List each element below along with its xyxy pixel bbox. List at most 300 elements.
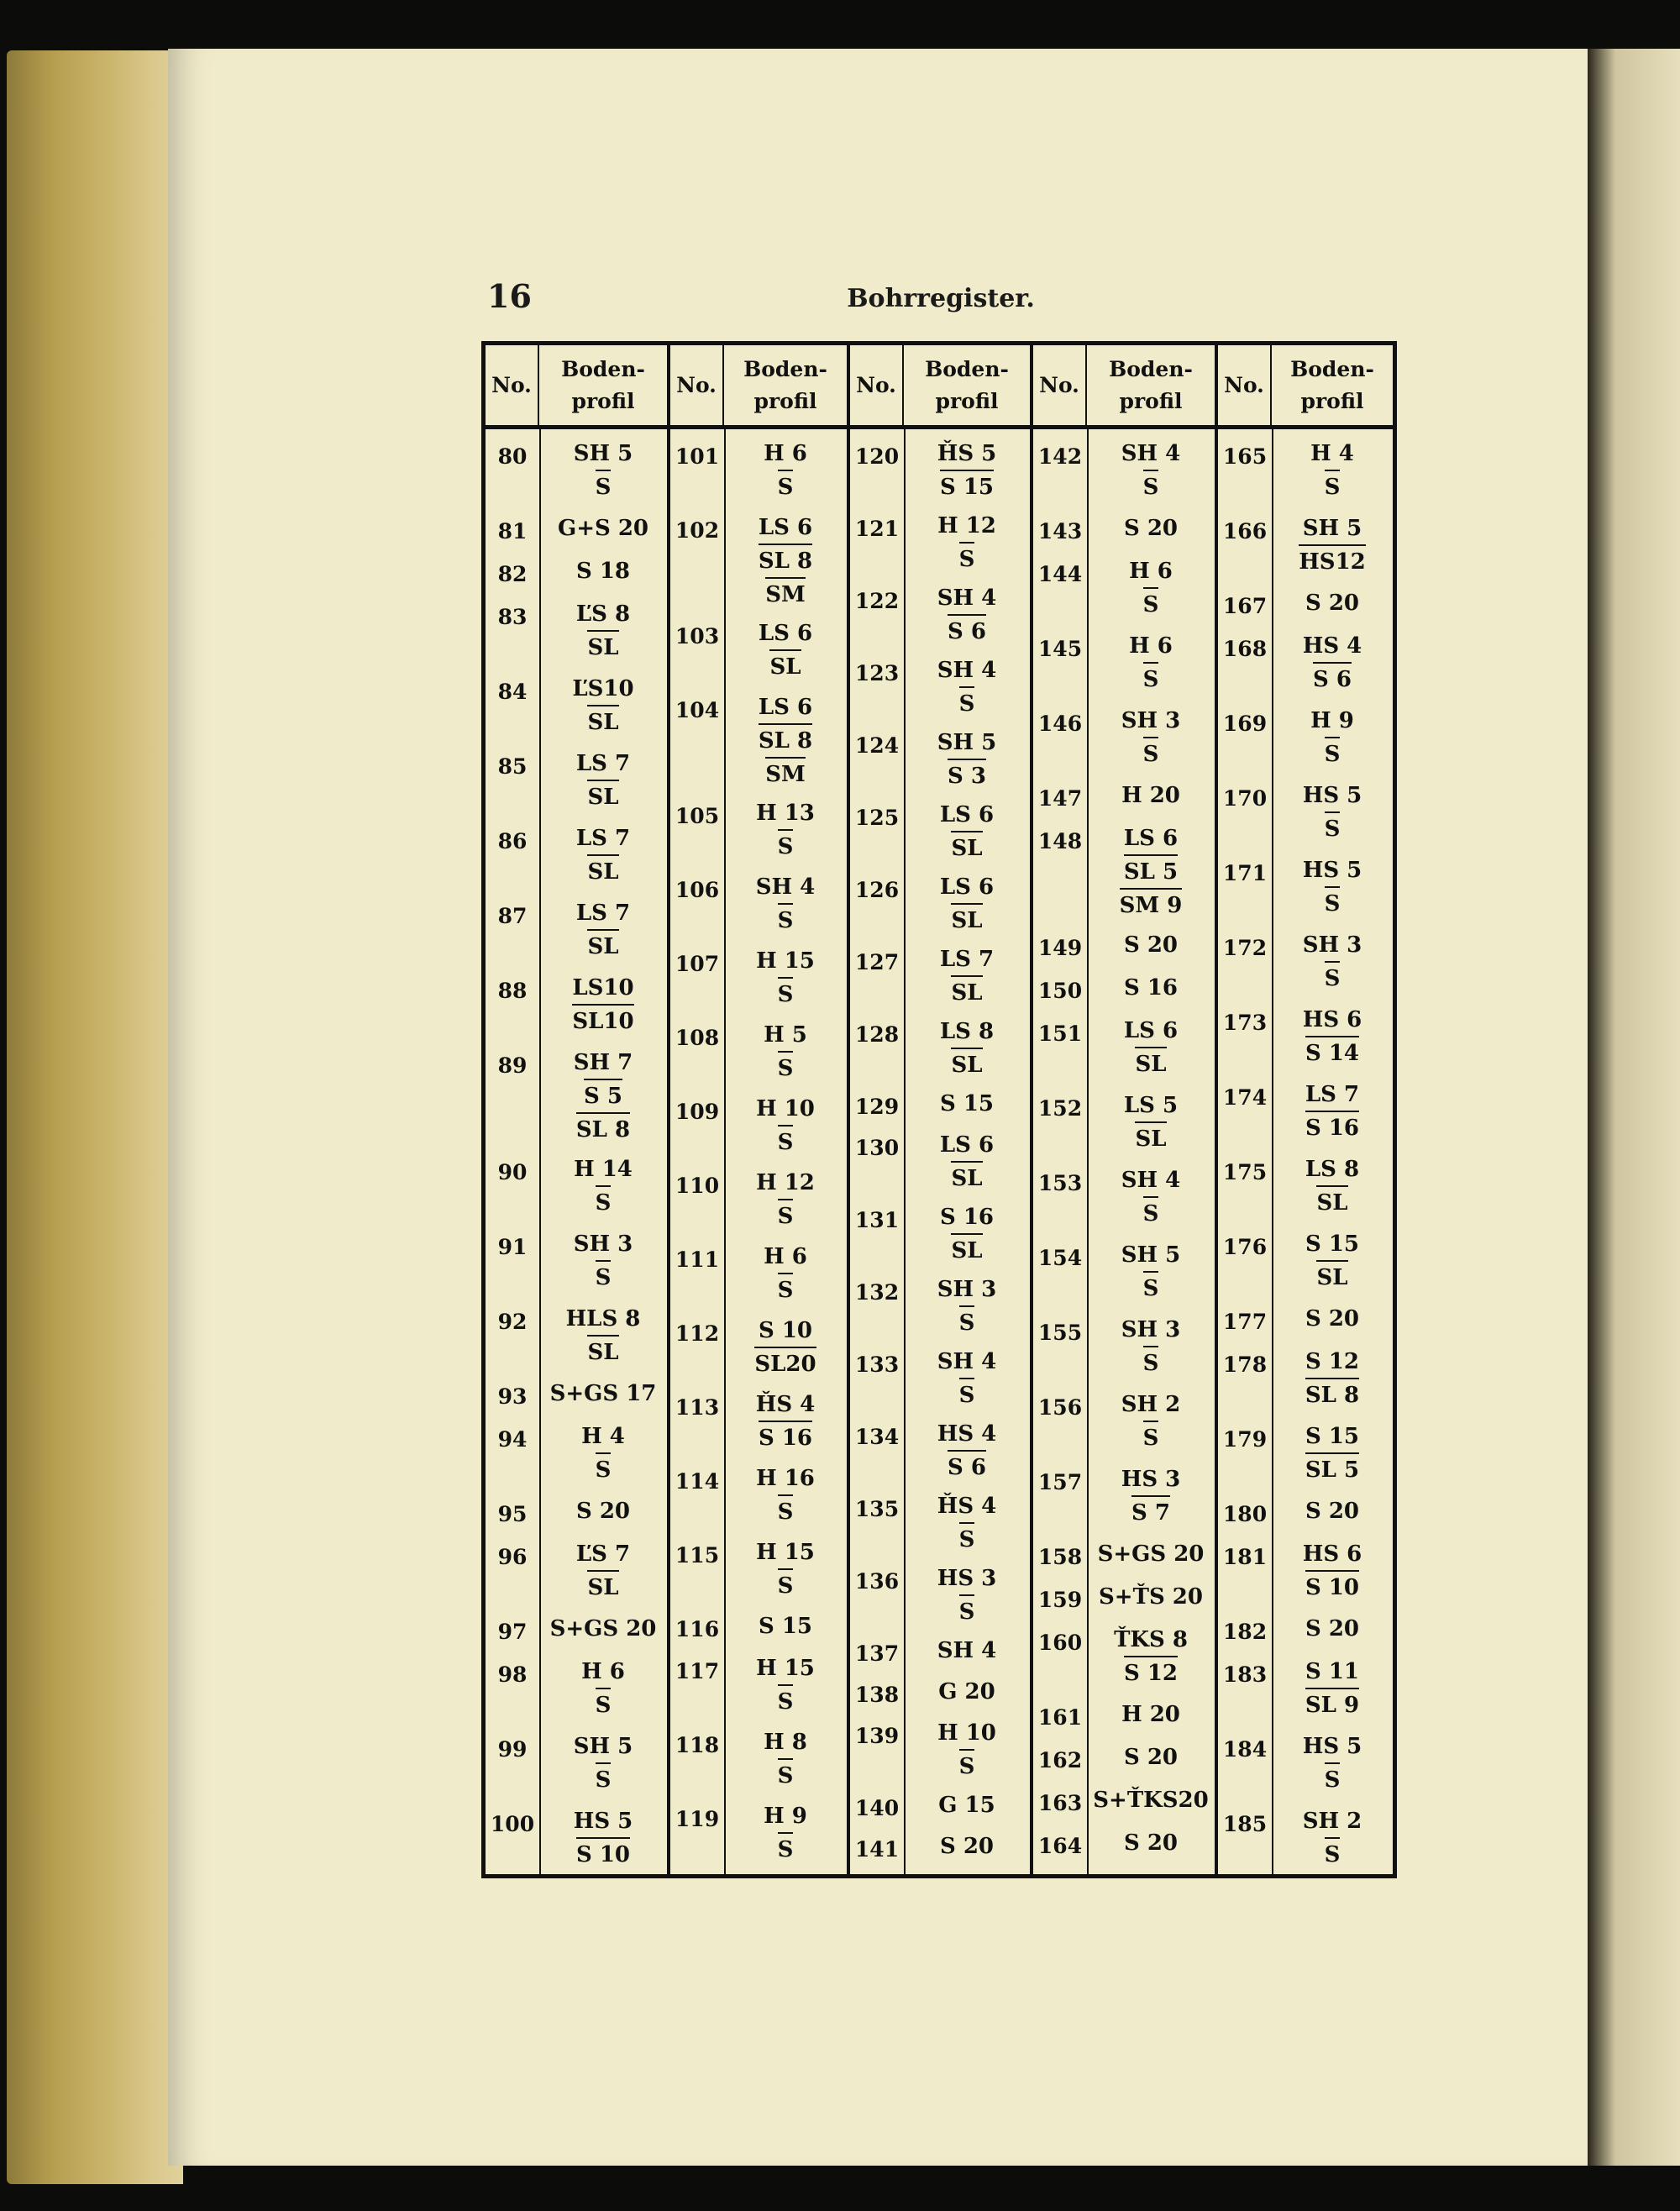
soil-layer: SL xyxy=(769,649,801,683)
soil-profile xyxy=(724,1652,847,1718)
register-entry xyxy=(850,1410,1030,1482)
soil-layer: LS 6 xyxy=(758,621,813,646)
register-entry xyxy=(486,814,667,889)
entry-number: 100 xyxy=(490,1812,535,1836)
soil-profile xyxy=(1087,1164,1215,1231)
soil-layer: SH 2 xyxy=(1302,1809,1362,1834)
register-entry xyxy=(1218,995,1393,1070)
soil-profile xyxy=(904,1635,1030,1667)
soil-layer: HS 4 xyxy=(1302,633,1362,659)
soil-layer: SL xyxy=(951,975,982,1009)
soil-profile xyxy=(1087,555,1215,622)
column-body xyxy=(486,429,667,1874)
entry-number: 143 xyxy=(1037,519,1083,544)
soil-profile xyxy=(904,1418,1030,1482)
entry-number: 86 xyxy=(497,829,528,853)
entry-number: 150 xyxy=(1037,979,1083,1003)
soil-layer: SL xyxy=(587,780,618,813)
entry-number: 147 xyxy=(1037,786,1083,811)
soil-layer: SL xyxy=(587,929,618,963)
register-entry xyxy=(850,935,1030,1007)
soil-layer: HS 5 xyxy=(573,1809,633,1834)
entry-number: 105 xyxy=(675,804,720,828)
soil-layer: SL xyxy=(587,1570,618,1604)
register-entry xyxy=(486,1145,667,1220)
soil-layer: S 20 xyxy=(1123,932,1178,958)
soil-layer: S+GS 20 xyxy=(549,1616,657,1641)
soil-layer: S xyxy=(596,1762,612,1796)
soil-layer: SM xyxy=(765,577,806,611)
entry-number: 165 xyxy=(1222,444,1268,469)
soil-profile xyxy=(539,1421,667,1487)
soil-profile xyxy=(724,1800,847,1866)
soil-profile xyxy=(1087,1624,1215,1690)
soil-layer: SH 4 xyxy=(937,1638,997,1663)
soil-layer: H 15 xyxy=(756,948,815,974)
soil-layer: LS 7 xyxy=(575,826,631,851)
soil-layer: S xyxy=(596,1185,612,1219)
entry-number: 173 xyxy=(1222,1011,1268,1035)
soil-layer: H 20 xyxy=(1121,1702,1180,1727)
register-entry xyxy=(486,1530,667,1604)
soil-layer: LS 7 xyxy=(939,947,995,972)
register-entry xyxy=(1218,1647,1393,1722)
register-entry xyxy=(1033,1305,1215,1380)
soil-profile xyxy=(539,822,667,889)
register-entry xyxy=(1033,696,1215,771)
entry-number: 164 xyxy=(1037,1834,1083,1858)
soil-layer: SL xyxy=(951,1048,982,1081)
soil-layer: LS 8 xyxy=(939,1019,995,1044)
register-entry xyxy=(486,1487,667,1530)
register-entry xyxy=(1218,1337,1393,1412)
header-bodenprofil: Boden- profil xyxy=(743,357,827,413)
soil-layer: G 20 xyxy=(938,1679,995,1704)
soil-profile xyxy=(904,510,1030,574)
entry-number: 134 xyxy=(854,1425,900,1449)
soil-layer: SL xyxy=(1135,1121,1166,1155)
register-entry xyxy=(670,789,847,863)
header-bodenprofil: Boden- profil xyxy=(561,357,645,413)
facing-page-edge xyxy=(1588,49,1680,2166)
header-bodenprofil: Boden- profil xyxy=(925,357,1009,413)
soil-layer: H 9 xyxy=(1310,708,1354,733)
column-header xyxy=(850,345,1030,429)
soil-profile xyxy=(724,691,847,789)
soil-layer: SL 9 xyxy=(1305,1688,1359,1721)
entry-number: 156 xyxy=(1037,1395,1083,1420)
entry-number: 140 xyxy=(854,1796,900,1820)
soil-profile xyxy=(1272,512,1393,579)
entry-number: 95 xyxy=(497,1502,528,1526)
soil-layer: S 12 xyxy=(1124,1656,1178,1689)
soil-layer: ȞS 5 xyxy=(937,441,997,466)
register-entry xyxy=(1033,1819,1215,1862)
soil-profile xyxy=(904,1789,1030,1822)
register-entry xyxy=(1033,1455,1215,1530)
soil-profile xyxy=(1087,822,1215,921)
register-entry xyxy=(1033,1615,1215,1690)
entry-number: 107 xyxy=(675,952,720,976)
soil-layer: LS 6 xyxy=(1123,1018,1179,1043)
soil-profile xyxy=(1087,1827,1215,1862)
soil-profile xyxy=(1272,1421,1393,1487)
register-entry xyxy=(670,1528,847,1602)
soil-layer: S 3 xyxy=(948,759,986,792)
soil-layer: H 6 xyxy=(1129,633,1173,659)
soil-layer: ȞS 4 xyxy=(755,1392,816,1417)
soil-layer: S 20 xyxy=(575,1499,630,1524)
soil-profile xyxy=(1272,1656,1393,1722)
soil-layer: S xyxy=(1143,1196,1159,1230)
soil-profile xyxy=(904,654,1030,718)
soil-profile xyxy=(1272,929,1393,995)
soil-layer: SH 4 xyxy=(937,1349,997,1374)
register-entry xyxy=(850,1193,1030,1265)
register-entry xyxy=(1218,1530,1393,1604)
soil-layer: SH 5 xyxy=(1121,1242,1181,1268)
soil-profile xyxy=(539,1378,667,1412)
soil-layer: S 20 xyxy=(1305,1616,1359,1641)
soil-layer: S xyxy=(959,686,975,720)
register-entry xyxy=(486,889,667,964)
soil-layer: SH 3 xyxy=(1121,708,1181,733)
soil-layer: SL 5 xyxy=(1305,1452,1359,1486)
soil-profile xyxy=(539,972,667,1038)
entry-number: 142 xyxy=(1037,444,1083,469)
entry-number: 177 xyxy=(1222,1310,1268,1334)
entry-number: 82 xyxy=(497,562,528,586)
register-entry xyxy=(670,683,847,789)
soil-profile xyxy=(724,945,847,1011)
soil-layer: S xyxy=(1325,811,1341,845)
soil-layer: HS 3 xyxy=(1121,1467,1181,1492)
soil-layer: HS 6 xyxy=(1302,1541,1362,1567)
register-entry xyxy=(1033,1156,1215,1231)
register-entry xyxy=(850,1781,1030,1822)
register-entry xyxy=(670,503,847,609)
soil-profile xyxy=(539,1730,667,1797)
register-entry xyxy=(850,718,1030,790)
soil-layer: S xyxy=(1143,1271,1159,1305)
soil-layer: H 13 xyxy=(756,801,815,826)
soil-layer: LS10 xyxy=(572,975,634,1000)
register-entry xyxy=(670,429,847,503)
soil-layer: LS 7 xyxy=(575,901,631,926)
soil-layer: G 15 xyxy=(938,1793,995,1818)
register-entry xyxy=(670,1084,847,1158)
soil-layer: S xyxy=(1143,470,1159,503)
register-entry xyxy=(850,429,1030,502)
soil-profile xyxy=(1087,705,1215,771)
soil-layer: S xyxy=(778,1494,794,1528)
soil-layer: S xyxy=(959,1305,975,1339)
soil-layer: S 20 xyxy=(1123,516,1178,541)
soil-profile xyxy=(1272,630,1393,696)
soil-layer: S 6 xyxy=(948,1450,986,1484)
register-entry xyxy=(1218,1220,1393,1295)
register-entry xyxy=(486,1295,667,1369)
column-divider xyxy=(724,429,726,1874)
soil-layer: S xyxy=(778,1051,794,1084)
soil-layer: SM 9 xyxy=(1120,888,1183,922)
soil-layer: G+S 20 xyxy=(558,516,648,541)
soil-layer: SH 5 xyxy=(1302,516,1362,541)
bohrregister-table xyxy=(481,341,1397,1878)
register-entry xyxy=(850,502,1030,574)
soil-layer: S xyxy=(1325,886,1341,920)
soil-profile xyxy=(1087,438,1215,504)
entry-number: 117 xyxy=(675,1659,720,1683)
soil-layer: S xyxy=(1325,1762,1341,1796)
soil-layer: H 14 xyxy=(574,1157,633,1182)
soil-profile xyxy=(539,1047,667,1145)
soil-profile xyxy=(1272,1538,1393,1604)
column-body xyxy=(670,429,847,1874)
register-entry xyxy=(1033,1776,1215,1819)
register-entry xyxy=(670,1306,847,1380)
entry-number: 103 xyxy=(675,624,720,649)
soil-layer: SH 3 xyxy=(573,1232,633,1257)
entry-number: 161 xyxy=(1037,1705,1083,1730)
soil-layer: SH 4 xyxy=(937,658,997,683)
entry-number: 101 xyxy=(675,444,720,469)
entry-number: 84 xyxy=(497,680,528,704)
entry-number: 159 xyxy=(1037,1588,1083,1612)
entry-number: 121 xyxy=(854,517,900,541)
soil-layer: HS 6 xyxy=(1302,1007,1362,1032)
soil-profile xyxy=(539,1805,667,1872)
soil-layer: S+ŤS 20 xyxy=(1099,1584,1203,1610)
register-entry xyxy=(486,547,667,590)
register-entry xyxy=(486,1604,667,1647)
soil-profile xyxy=(724,512,847,609)
soil-profile xyxy=(724,1241,847,1306)
entry-number: 131 xyxy=(854,1208,900,1232)
entry-number: 138 xyxy=(854,1683,900,1707)
soil-layer: LS 6 xyxy=(939,874,995,900)
register-entry xyxy=(850,1482,1030,1554)
register-entry xyxy=(1218,696,1393,771)
entry-number: 118 xyxy=(675,1733,720,1757)
soil-profile xyxy=(904,943,1030,1007)
soil-layer: ĽS 7 xyxy=(575,1541,631,1567)
soil-layer: S xyxy=(778,1684,794,1718)
header-no: No. xyxy=(670,345,724,425)
register-entry xyxy=(670,1718,847,1792)
soil-layer: S+GS 17 xyxy=(549,1381,657,1406)
register-entry xyxy=(670,1644,847,1718)
entry-number: 174 xyxy=(1222,1085,1268,1110)
register-entry xyxy=(850,1337,1030,1410)
soil-layer: S 6 xyxy=(948,614,986,648)
entry-number: 116 xyxy=(675,1617,720,1641)
entry-number: 175 xyxy=(1222,1160,1268,1184)
soil-layer: S xyxy=(959,1378,975,1411)
entry-number: 123 xyxy=(854,661,900,685)
register-entry xyxy=(1033,771,1215,814)
soil-profile xyxy=(539,512,667,547)
entry-number: 128 xyxy=(854,1022,900,1047)
entry-number: 168 xyxy=(1222,637,1268,661)
soil-profile xyxy=(1087,1239,1215,1305)
entry-number: 153 xyxy=(1037,1171,1083,1195)
soil-layer: H 20 xyxy=(1121,783,1180,808)
register-entry xyxy=(1218,504,1393,579)
soil-layer: H 4 xyxy=(1310,441,1354,466)
entry-number: 160 xyxy=(1037,1631,1083,1655)
soil-profile xyxy=(1272,587,1393,622)
register-entry xyxy=(486,1220,667,1295)
register-entry xyxy=(486,1647,667,1722)
entry-number: 80 xyxy=(497,444,528,469)
soil-layer: H 6 xyxy=(764,441,807,466)
soil-layer: SH 5 xyxy=(937,730,997,755)
soil-profile xyxy=(1272,1004,1393,1070)
soil-layer: SL xyxy=(587,630,618,664)
soil-layer: S xyxy=(1143,1346,1159,1379)
soil-layer: S 15 xyxy=(939,1091,994,1116)
soil-profile xyxy=(539,673,667,739)
soil-layer: SH 3 xyxy=(1121,1317,1181,1342)
soil-profile xyxy=(539,1228,667,1295)
register-entry xyxy=(1218,1295,1393,1337)
entry-number: 148 xyxy=(1037,829,1083,853)
entry-number: 133 xyxy=(854,1352,900,1377)
column-header xyxy=(1033,345,1215,429)
column-header xyxy=(670,345,847,429)
soil-profile xyxy=(1272,1730,1393,1797)
soil-profile xyxy=(724,438,847,503)
soil-profile xyxy=(1087,972,1215,1006)
soil-profile xyxy=(724,1536,847,1602)
entry-number: 129 xyxy=(854,1095,900,1119)
soil-layer: S xyxy=(1325,961,1341,995)
register-entry xyxy=(670,1232,847,1306)
soil-layer: S 15 xyxy=(1305,1232,1359,1257)
soil-layer: S 20 xyxy=(939,1834,994,1859)
register-entry xyxy=(1033,1081,1215,1156)
soil-layer: H 6 xyxy=(764,1244,807,1269)
soil-layer: S 10 xyxy=(1305,1570,1359,1604)
entry-number: 151 xyxy=(1037,1021,1083,1046)
soil-profile xyxy=(539,1495,667,1530)
soil-layer: SL xyxy=(951,1233,982,1267)
entry-number: 88 xyxy=(497,979,528,1003)
register-column-group xyxy=(667,345,847,1874)
register-column-group xyxy=(1030,345,1215,1874)
soil-profile xyxy=(904,1016,1030,1079)
soil-profile xyxy=(539,598,667,664)
soil-profile xyxy=(724,871,847,937)
soil-layer: S 12 xyxy=(1305,1349,1359,1374)
soil-layer: LS 6 xyxy=(939,1132,995,1158)
soil-profile xyxy=(904,1274,1030,1337)
entry-number: 183 xyxy=(1222,1662,1268,1687)
entry-number: 93 xyxy=(497,1384,528,1409)
soil-layer: SL xyxy=(951,903,982,937)
soil-profile xyxy=(904,1129,1030,1193)
soil-layer: S xyxy=(1143,587,1159,621)
soil-layer: S xyxy=(778,1568,794,1602)
soil-layer: S 16 xyxy=(1123,975,1178,1000)
soil-layer: S 20 xyxy=(1305,1499,1359,1524)
soil-profile xyxy=(904,438,1030,502)
soil-layer: ŤKS 8 xyxy=(1114,1627,1188,1652)
soil-layer: SH 4 xyxy=(937,586,997,611)
soil-profile xyxy=(539,1538,667,1604)
entry-number: 113 xyxy=(675,1395,720,1420)
register-entry xyxy=(486,1369,667,1412)
entry-number: 85 xyxy=(497,754,528,779)
soil-profile xyxy=(1087,1389,1215,1455)
soil-profile xyxy=(724,1389,847,1454)
soil-layer: S 15 xyxy=(940,470,994,503)
soil-layer: SL20 xyxy=(754,1347,816,1380)
soil-layer: S xyxy=(778,1199,794,1232)
register-entry xyxy=(670,937,847,1011)
soil-layer: S xyxy=(1143,662,1159,696)
register-entry xyxy=(670,863,847,937)
soil-profile xyxy=(724,1463,847,1528)
soil-profile xyxy=(539,1303,667,1369)
entry-number: 125 xyxy=(854,806,900,830)
entry-number: 122 xyxy=(854,589,900,613)
entry-number: 81 xyxy=(497,519,528,544)
entry-number: 90 xyxy=(497,1160,528,1184)
entry-number: 180 xyxy=(1222,1502,1268,1526)
register-entry xyxy=(670,1158,847,1232)
soil-profile xyxy=(1272,780,1393,846)
entry-number: 146 xyxy=(1037,712,1083,736)
entry-number: 139 xyxy=(854,1724,900,1748)
soil-layer: S xyxy=(1325,470,1341,503)
soil-layer: LS 8 xyxy=(1305,1157,1360,1182)
soil-layer: LS 6 xyxy=(758,515,813,540)
register-entry xyxy=(1218,1797,1393,1872)
entry-number: 149 xyxy=(1037,936,1083,960)
entry-number: 135 xyxy=(854,1497,900,1521)
soil-layer: H 6 xyxy=(581,1659,625,1684)
soil-layer: LS 6 xyxy=(758,695,813,720)
soil-layer: H 9 xyxy=(764,1804,807,1829)
soil-profile xyxy=(904,727,1030,790)
entry-number: 94 xyxy=(497,1427,528,1452)
register-entry xyxy=(1218,429,1393,504)
soil-layer: S xyxy=(778,1832,794,1866)
soil-profile xyxy=(724,1726,847,1792)
soil-layer: LS 7 xyxy=(1305,1082,1360,1107)
soil-layer: S 20 xyxy=(1123,1830,1178,1856)
entry-number: 115 xyxy=(675,1543,720,1568)
entry-number: 99 xyxy=(497,1737,528,1762)
register-entry xyxy=(1218,1070,1393,1145)
soil-layer: S xyxy=(1325,1837,1341,1871)
register-entry xyxy=(1033,814,1215,921)
header-no: No. xyxy=(850,345,904,425)
register-entry xyxy=(1218,1722,1393,1797)
entry-number: 166 xyxy=(1222,519,1268,544)
soil-layer: SH 3 xyxy=(937,1277,997,1302)
register-entry xyxy=(1218,1412,1393,1487)
soil-layer: SH 4 xyxy=(1121,441,1181,466)
soil-profile xyxy=(904,1830,1030,1863)
soil-layer: S xyxy=(778,903,794,937)
soil-layer: LS 7 xyxy=(575,751,631,776)
register-entry xyxy=(670,609,847,683)
soil-layer: H 12 xyxy=(756,1170,815,1195)
register-entry xyxy=(1033,1231,1215,1305)
